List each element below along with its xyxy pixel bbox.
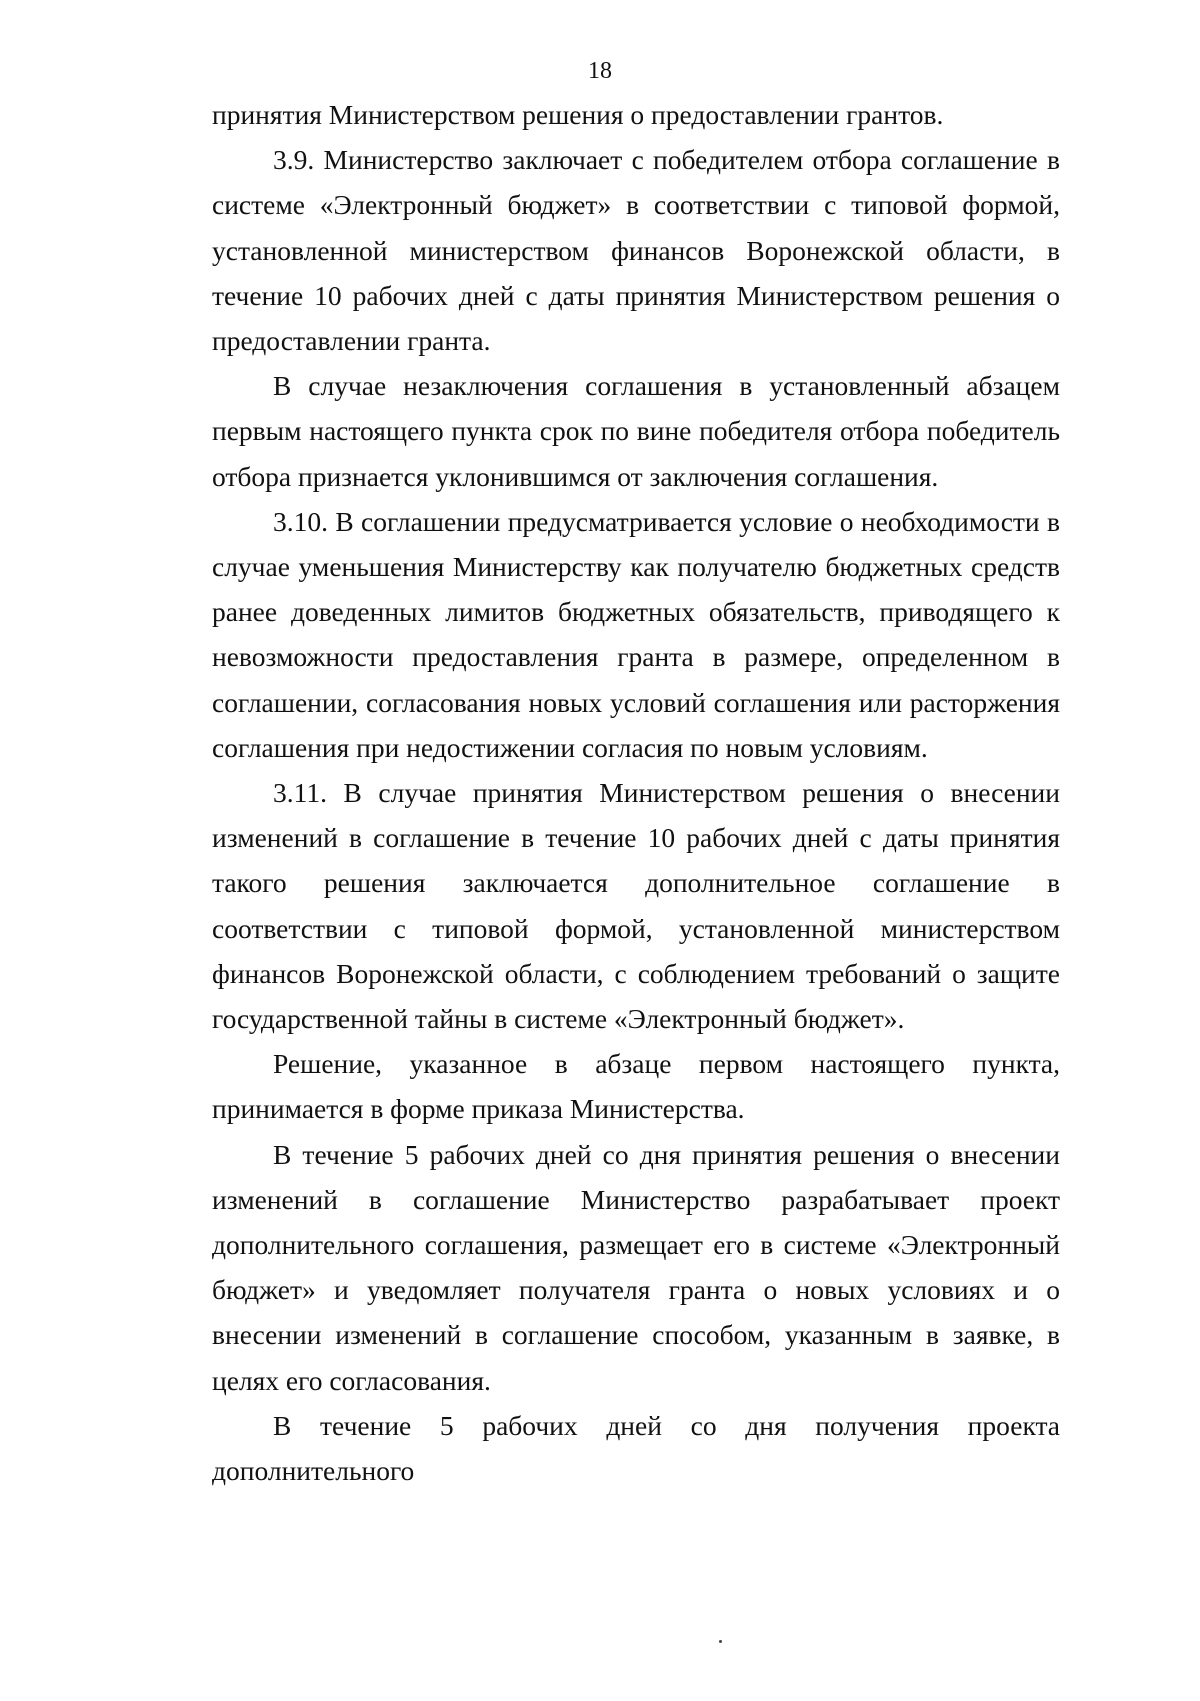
scan-speck [719, 1640, 722, 1643]
paragraph-five-days-receipt: В течение 5 рабочих дней со дня получения проекта дополнительного [212, 1409, 1060, 1487]
paragraph-3-10: 3.10. В соглашении предусматривается условие о необходимости в случае уменьшения Министерству как получателю бюджетных средств ранее доведенных лимитов бюджетных обязательств, приводящего к невозможности предоставления гранта в размере, определенном в соглашении, согласования новых условий соглашения или расторжения соглашения при недостижении согласия по новым условиям. [212, 505, 1060, 763]
paragraph-continuation: принятия Министерством решения о предоставлении грантов. [212, 99, 944, 130]
document-body [212, 92, 1060, 1493]
paragraph-decision-form: Решение, указанное в абзаце первом настоящего пункта, принимается в форме приказа Министерства. [212, 1048, 1060, 1125]
page-number: 18 [588, 58, 612, 84]
paragraph-3-11: 3.11. В случае принятия Министерством решения о внесении изменений в соглашение в течение 10 рабочих дней с даты принятия такого решения заключается дополнительное соглашение в соответствии с типовой формой, установленной министерством финансов Воронежской области, с соблюдением требований о защите государственной тайны в системе «Электронный бюджет». [212, 777, 1060, 1035]
paragraph-3-9: 3.9. Министерство заключает с победителем отбора соглашение в системе «Электронный бюджет» в соответствии с типовой формой, установленной министерством финансов Воронежской области, в течение 10 рабочих дней с даты принятия Министерством решения о предоставлении гранта. [212, 144, 1060, 357]
paragraph-non-conclusion: В случае незаключения соглашения в установленный абзацем первым настоящего пункта срок по вине победителя отбора победитель отбора признается уклонившимся от заключения соглашения. [212, 370, 1060, 492]
paragraph-five-days-draft: В течение 5 рабочих дней со дня принятия решения о внесении изменений в соглашение Министерство разрабатывает проект дополнительного соглашения, размещает его в системе «Электронный бюджет» и уведомляет получателя гранта о новых условиях и о внесении изменений в соглашение способом, указанным в заявке, в целях его согласования. [212, 1138, 1060, 1396]
